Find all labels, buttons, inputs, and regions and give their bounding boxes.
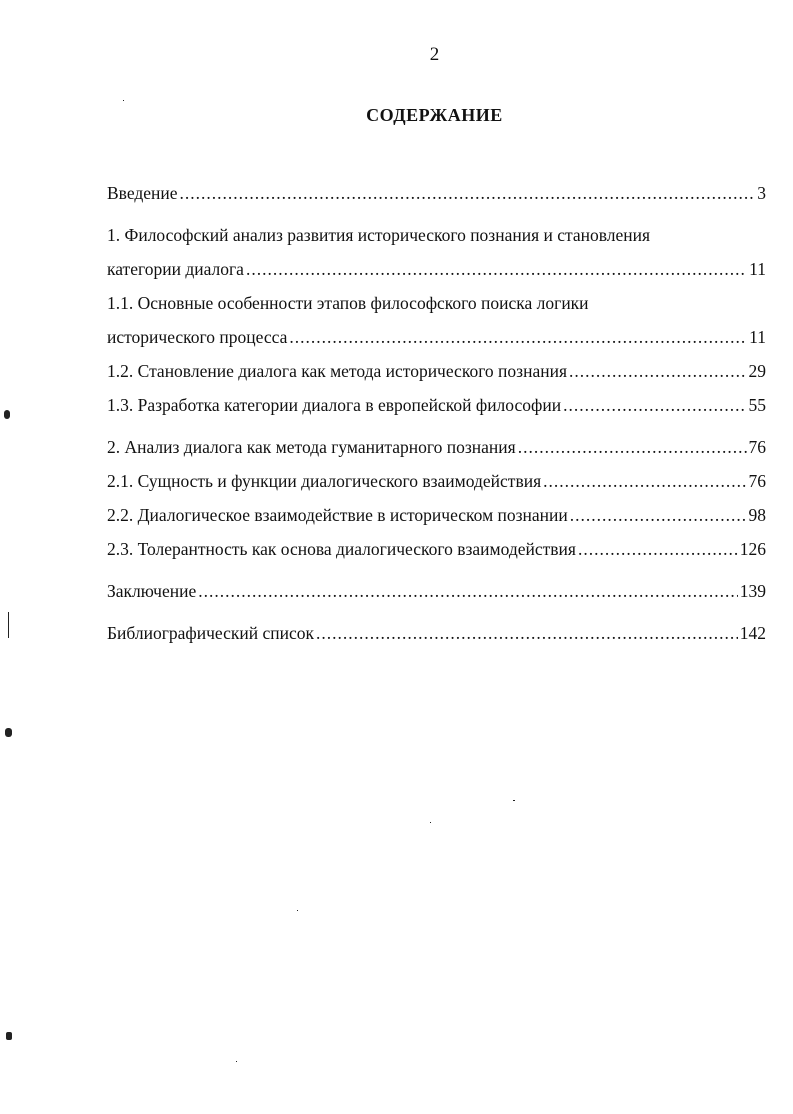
- dot-leader: [316, 616, 738, 650]
- scan-artifact-mark: [8, 612, 9, 638]
- scan-artifact-mark: [513, 800, 515, 801]
- toc-entry-chapter-1: [107, 252, 766, 286]
- toc-entry-section-1-3: [107, 388, 766, 422]
- toc-entry-page: 3: [757, 183, 766, 203]
- toc-entry-section-1-1: [107, 320, 766, 354]
- table-of-contents: [107, 176, 766, 650]
- toc-entry-section-2-3: [107, 532, 766, 566]
- scan-artifact-mark: [297, 910, 298, 911]
- dot-leader: [563, 388, 746, 422]
- toc-entry-title: исторического процесса: [107, 327, 288, 347]
- scan-artifact-mark: [123, 100, 124, 101]
- page-title: СОДЕРЖАНИЕ: [366, 105, 503, 125]
- scan-artifact-mark: [430, 822, 431, 823]
- toc-entry-page: 76: [748, 437, 766, 457]
- toc-entry-page: 98: [748, 505, 766, 525]
- toc-entry-page: 139: [739, 581, 766, 601]
- toc-entry-page: 126: [739, 539, 766, 559]
- toc-entry-title: категории диалога: [107, 259, 244, 279]
- dot-leader: [198, 574, 738, 608]
- toc-entry-title: Введение: [107, 183, 178, 203]
- toc-entry-page: 29: [748, 361, 766, 381]
- toc-entry-conclusion: [107, 574, 766, 608]
- dot-leader: [569, 354, 747, 388]
- toc-entry-title: Заключение: [107, 581, 197, 601]
- toc-entry-title: 2.3. Толерантность как основа диалогического взаимодействия: [107, 539, 576, 559]
- scan-artifact-mark: [4, 410, 10, 419]
- toc-entry-page: 76: [748, 471, 766, 491]
- toc-entry-section-2-2: [107, 498, 766, 532]
- toc-entry-page: 142: [739, 623, 766, 643]
- toc-entry-title: 1.2. Становление диалога как метода исторического познания: [107, 361, 567, 381]
- toc-entry-chapter-1-line-1: 1. Философский анализ развития исторического познания и становления: [107, 225, 651, 245]
- scan-artifact-mark: [6, 1032, 12, 1040]
- scan-artifact-mark: [5, 728, 12, 737]
- dot-leader: [518, 430, 747, 464]
- toc-entry-section-1-2: [107, 354, 766, 388]
- dot-leader: [180, 176, 756, 210]
- page-number: 2: [429, 44, 440, 65]
- toc-entry-section-2-1: [107, 464, 766, 498]
- scan-artifact-mark: [236, 1061, 237, 1062]
- dot-leader: [246, 252, 747, 286]
- toc-entry-page: 55: [748, 395, 766, 415]
- toc-entry-section-1-1-line-1: 1.1. Основные особенности этапов философского поиска логики: [107, 293, 589, 313]
- toc-entry-page: 11: [749, 259, 766, 279]
- toc-entry-title: Библиографический список: [107, 623, 315, 643]
- dot-leader: [578, 532, 738, 566]
- toc-entry-page: 11: [749, 327, 766, 347]
- dot-leader: [543, 464, 746, 498]
- dot-leader: [570, 498, 747, 532]
- toc-entry-title: 2.1. Сущность и функции диалогического взаимодействия: [107, 471, 542, 491]
- dot-leader: [289, 320, 747, 354]
- toc-entry-title: 2. Анализ диалога как метода гуманитарного познания: [107, 437, 516, 457]
- toc-entry-introduction: [107, 176, 766, 210]
- toc-entry-title: 1.3. Разработка категории диалога в европейской философии: [107, 395, 562, 415]
- toc-entry-chapter-2: [107, 430, 766, 464]
- toc-entry-title: 2.2. Диалогическое взаимодействие в историческом познании: [107, 505, 568, 525]
- toc-entry-bibliography: [107, 616, 766, 650]
